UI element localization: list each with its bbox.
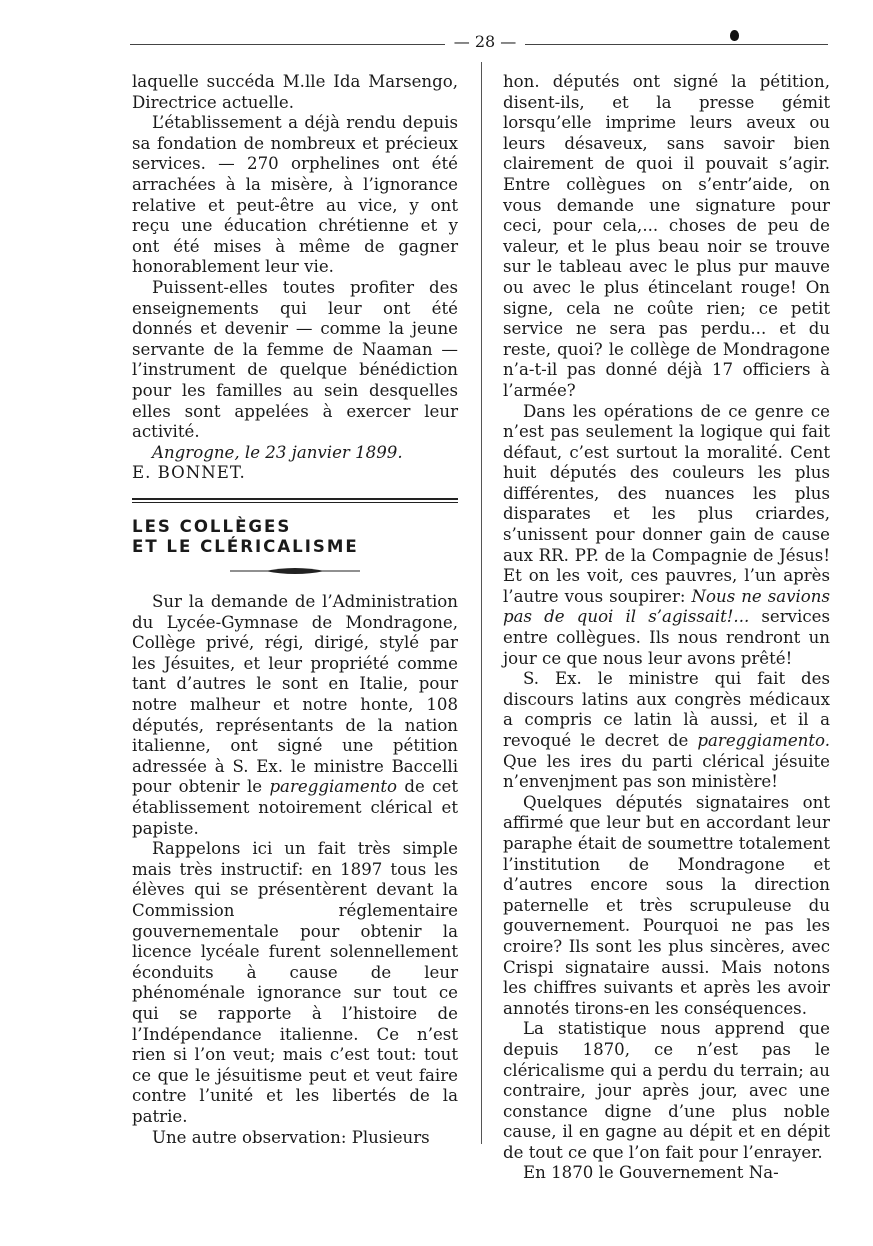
article-title-line-1: LES COLLÈGES [132, 516, 292, 536]
ink-blot [730, 30, 739, 41]
italic-term: pareggiamento. [697, 731, 830, 750]
article-title-line-2: ET LE CLÉRICALISME [132, 537, 359, 557]
paragraph: Une autre observation: Plusieurs [152, 1127, 430, 1147]
paragraph [503, 669, 830, 793]
text-run: S. Ex. le ministre qui fait des discours latins aux congrès médicaux a compris ce latin là aussi, et il a revoqué le decret de [503, 669, 830, 750]
text-run: Sur la demande de l’Administration du Lycée-Gymnase de Mondragone, Collège privé, régi, dirigé, stylé par les Jésuites, et leur propriété comme tant d’autres le sont en Italie, pour notre malheur et notre honte, 108 députés, représentants de la nation italienne, ont signé une pétition adressée à S. Ex. le ministre Baccelli pour obtenir le [132, 592, 458, 797]
paragraph [132, 592, 458, 839]
paragraph: hon. députés ont signé la pétition, disent-ils, et la presse gémit lorsqu’elle imprime leurs aveux ou leurs désaveux, sans savoir bien clairement de quoi il pouvait s’agir. Entre collègues on s’entr’aide, on vous demande une signature pour ceci, pour cela,... choses de peu de valeur, et le plus beau noir se trouve sur le tableau avec le plus pur mauve ou avec le plus étincelant rouge! On signe, cela ne coûte rien; ce petit service ne sera pas perdu... et du reste, quoi? le collège de Mondragone n’a-t-il pas donné déjà 17 officiers à l’armée? [503, 72, 830, 400]
page-number: — 28 — [453, 32, 517, 51]
column-divider [481, 62, 482, 1144]
header-rule-left [130, 44, 445, 45]
paragraph: Rappelons ici un fait très simple mais très instructif: en 1897 tous les élèves qui se présentèrent devant la Commission réglementaire gouvernementale pour obtenir la licence lycéale furent solennellement éconduits à cause de leur phénoménale ignorance sur tout ce qui se rapporte à l’histoire de l’Indépendance italienne. Ce n’est rien si l’on veut; mais c’est tout: tout ce que le jésuitisme peut et veut faire contre l’unité et les libertés de la patrie. [132, 839, 458, 1126]
paragraph: La statistique nous apprend que depuis 1870, ce n’est pas le cléricalisme qui a perdu du terrain; au contraire, jour après jour, avec une constance digne d’une plus noble cause, il en gagne au dépit et en dépit de tout ce que l’on fait pour l’enrayer. [503, 1019, 830, 1162]
right-column [503, 72, 830, 1184]
dateline: Angrogne, le 23 janvier 1899. [152, 442, 403, 462]
paragraph: Puissent-elles toutes profiter des enseignements qui leur ont été donnés et devenir — comme la jeune servante de la femme de Naaman — l’instrument de quelque bénédiction pour les familles au sein desquelles elles sont appelées à exercer leur activité. [132, 277, 458, 442]
paragraph: laquelle succéda M.lle Ida Marsengo, Directrice actuelle. [132, 72, 458, 112]
text-run: Dans les opérations de ce genre ce n’est pas seulement la logique qui fait défaut, c’est surtout la moralité. Cent huit députés des couleurs les plus différentes, des nuances les plus disparates et les plus criardes, s’unissent pour donner gain de cause aux RR. PP. de la Compagnie de Jésus! Et on les voit, ces pauvres, l’un après l’autre vous soupirer: [503, 401, 830, 606]
paragraph: Quelques députés signataires ont affirmé que leur but en accordant leur paraphe était de soumettre totalement l’institution de Mondragone et d’autres encore sous la direction paternelle et très scrupuleuse du gouvernement. Pourquoi ne pas les croire? Ils sont les plus sincères, avec Crispi signataire aussi. Mais notons les chiffres suivants et après les avoir annotés tirons-en les conséquences. [503, 792, 830, 1018]
italic-quote: Nous ne savions pas de quoi il s’agissait!... [503, 586, 830, 627]
text-run: services entre collègues. Ils nous rendront un jour ce que nous leur avons prêté! [503, 607, 830, 668]
section-rule [132, 498, 458, 503]
text-run: de cet établissement notoirement clérical et papiste. [132, 777, 458, 838]
paragraph: En 1870 le Gouvernement Na- [523, 1163, 779, 1183]
page-header [130, 30, 828, 52]
signature: E. BONNET. [132, 463, 246, 483]
left-column [132, 72, 458, 1148]
text-run: Que les ires du parti clérical jésuite n’envenjment pas son ministère! [503, 751, 830, 792]
ornament-rule-icon [230, 566, 360, 576]
italic-term: pareggiamento [269, 777, 398, 797]
paragraph: L’établissement a déjà rendu depuis sa fondation de nombreux et précieux services. — 270 orphelines ont été arrachées à la misère, à l’ignorance relative et peut-être au vice, y ont reçu une éducation chrétienne et y ont été mises à même de gagner honorablement leur vie. [132, 113, 458, 277]
header-rule-right [525, 44, 828, 45]
paragraph [503, 402, 830, 670]
